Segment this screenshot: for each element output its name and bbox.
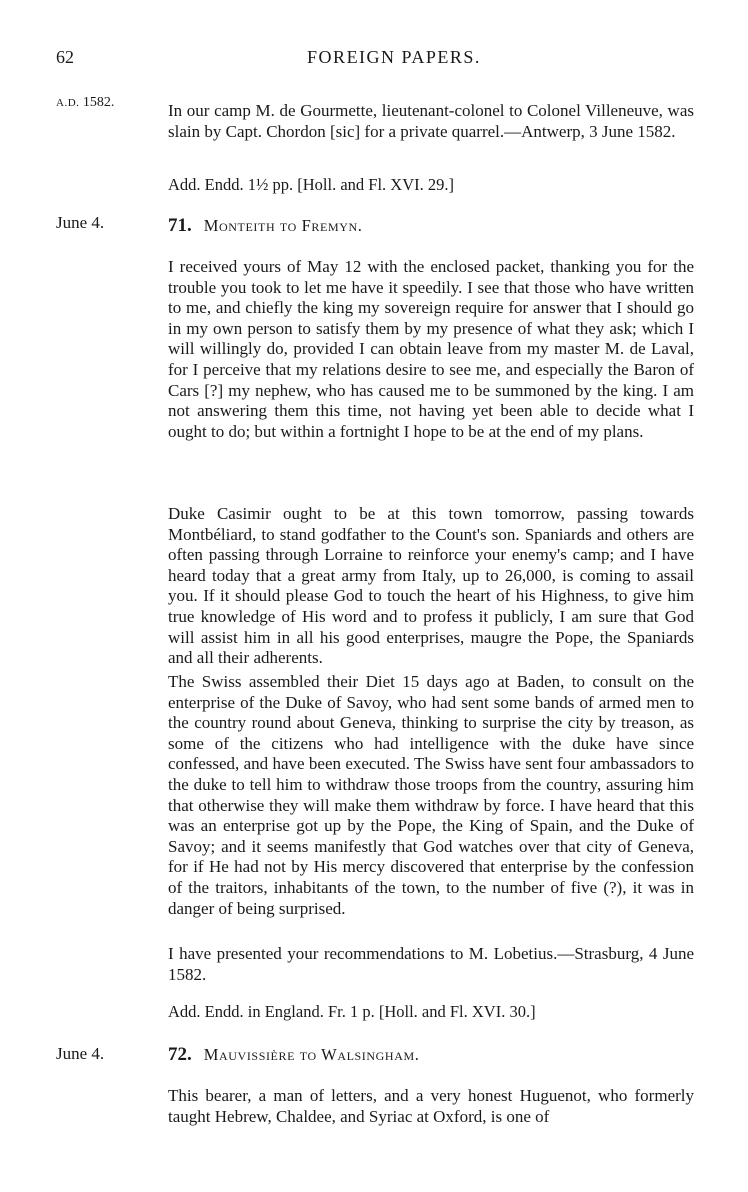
entry-70-paragraph: In our camp M. de Gourmette, lieutenant-colonel to Colonel Villeneuve, was slain by Capt. Chordon [sic] for a private quarrel.—Antwerp, 3 June 1582. [168,101,694,141]
entry-71-heading [168,215,362,237]
entry-71-title: Monteith to Fremyn. [203,216,363,235]
entry-71-paragraph-text: I received yours of May 12 with the enclosed packet, thanking you for the trouble you took to let me have it speedily. I see that those who have written to me, and chiefly the king my sovereign require for answer that I should go in my own person to satisfy them by my presence of what they ask; which I will willingly do, provided I can obtain leave from my master M. de Laval, for I perceive that my relations desire to see me, and especially the Baron of Cars [?] my nephew, who has caused me to be summoned by the king. I am not answering them this time, not having yet been able to decide what I ought to do; but within a fortnight I hope to be at the end of my plans. [168,257,694,441]
margin-year-prefix: A.D. [56,97,80,109]
margin-year-value: 1582. [82,95,115,110]
margin-year [56,95,114,111]
entry-72-paragraph [168,1086,694,1127]
entry-72-number: 72. [168,1044,192,1065]
entry-71-paragraph-text: Duke Casimir ought to be at this town tomorrow, passing towards Montbéliard, to stand godfather to the Count's son. Spaniards and others are often passing through Lorraine to reinforce your enemy's camp; and I have heard today that a great army from Italy, up to 26,000, is coming to assail you. If it should please God to touch the heart of his Highness, to give him true knowledge of His word and to profess it publicly, I am sure that God will assist him in all his good enterprises, maugre the Pope, the Spaniards and all their adherents. [168,504,694,668]
margin-date-72: June 4. [56,1044,105,1063]
entry-72-heading [168,1044,419,1066]
entry-71-paragraph-3 [168,672,694,919]
entry-72-paragraph-text: This bearer, a man of letters, and a very honest Huguenot, who formerly taught Hebrew, Chaldee, and Syriac at Oxford, is one of [168,1086,694,1126]
running-title-text: FOREIGN PAPERS. [307,47,481,67]
entry-71-paragraph-2 [168,504,694,669]
entry-71-paragraph-4 [168,944,694,985]
running-title [0,47,748,68]
entry-70-text [168,101,694,142]
entry-70-reference: Add. Endd. 1½ pp. [Holl. and Fl. XVI. 29.] [168,175,454,194]
entry-71-reference: Add. Endd. in England. Fr. 1 p. [Holl. and Fl. XVI. 30.] [168,1002,536,1021]
entry-71-number: 71. [168,215,192,236]
entry-71-paragraph-text: I have presented your recommendations to M. Lobetius.—Strasburg, 4 June 1582. [168,944,694,984]
entry-72-title: Mauvissière to Walsingham. [203,1045,420,1064]
entry-71-paragraph-1 [168,257,694,442]
entry-71-paragraph-text: The Swiss assembled their Diet 15 days ago at Baden, to consult on the enterprise of the Duke of Savoy, who had sent some bands of armed men to the country round about Geneva, thinking to surprise the city by treason, as some of the citizens who had intelligence with the duke have since confessed, and have been executed. The Swiss have sent four ambassadors to the duke to tell him to withdraw those troops from the country, assuring him that otherwise they will make them withdraw by force. I have heard that this was an enterprise got up by the Pope, the King of Spain, and the Duke of Savoy; and it seems manifestly that God watches over that city of Geneva, for if He had not by His mercy discovered that enterprise by the confession of the traitors, inhabitants of the town, to the number of five (?), it was in danger of being surprised. [168,672,694,918]
margin-date-71: June 4. [56,213,105,232]
page-number: 62 [56,47,74,67]
